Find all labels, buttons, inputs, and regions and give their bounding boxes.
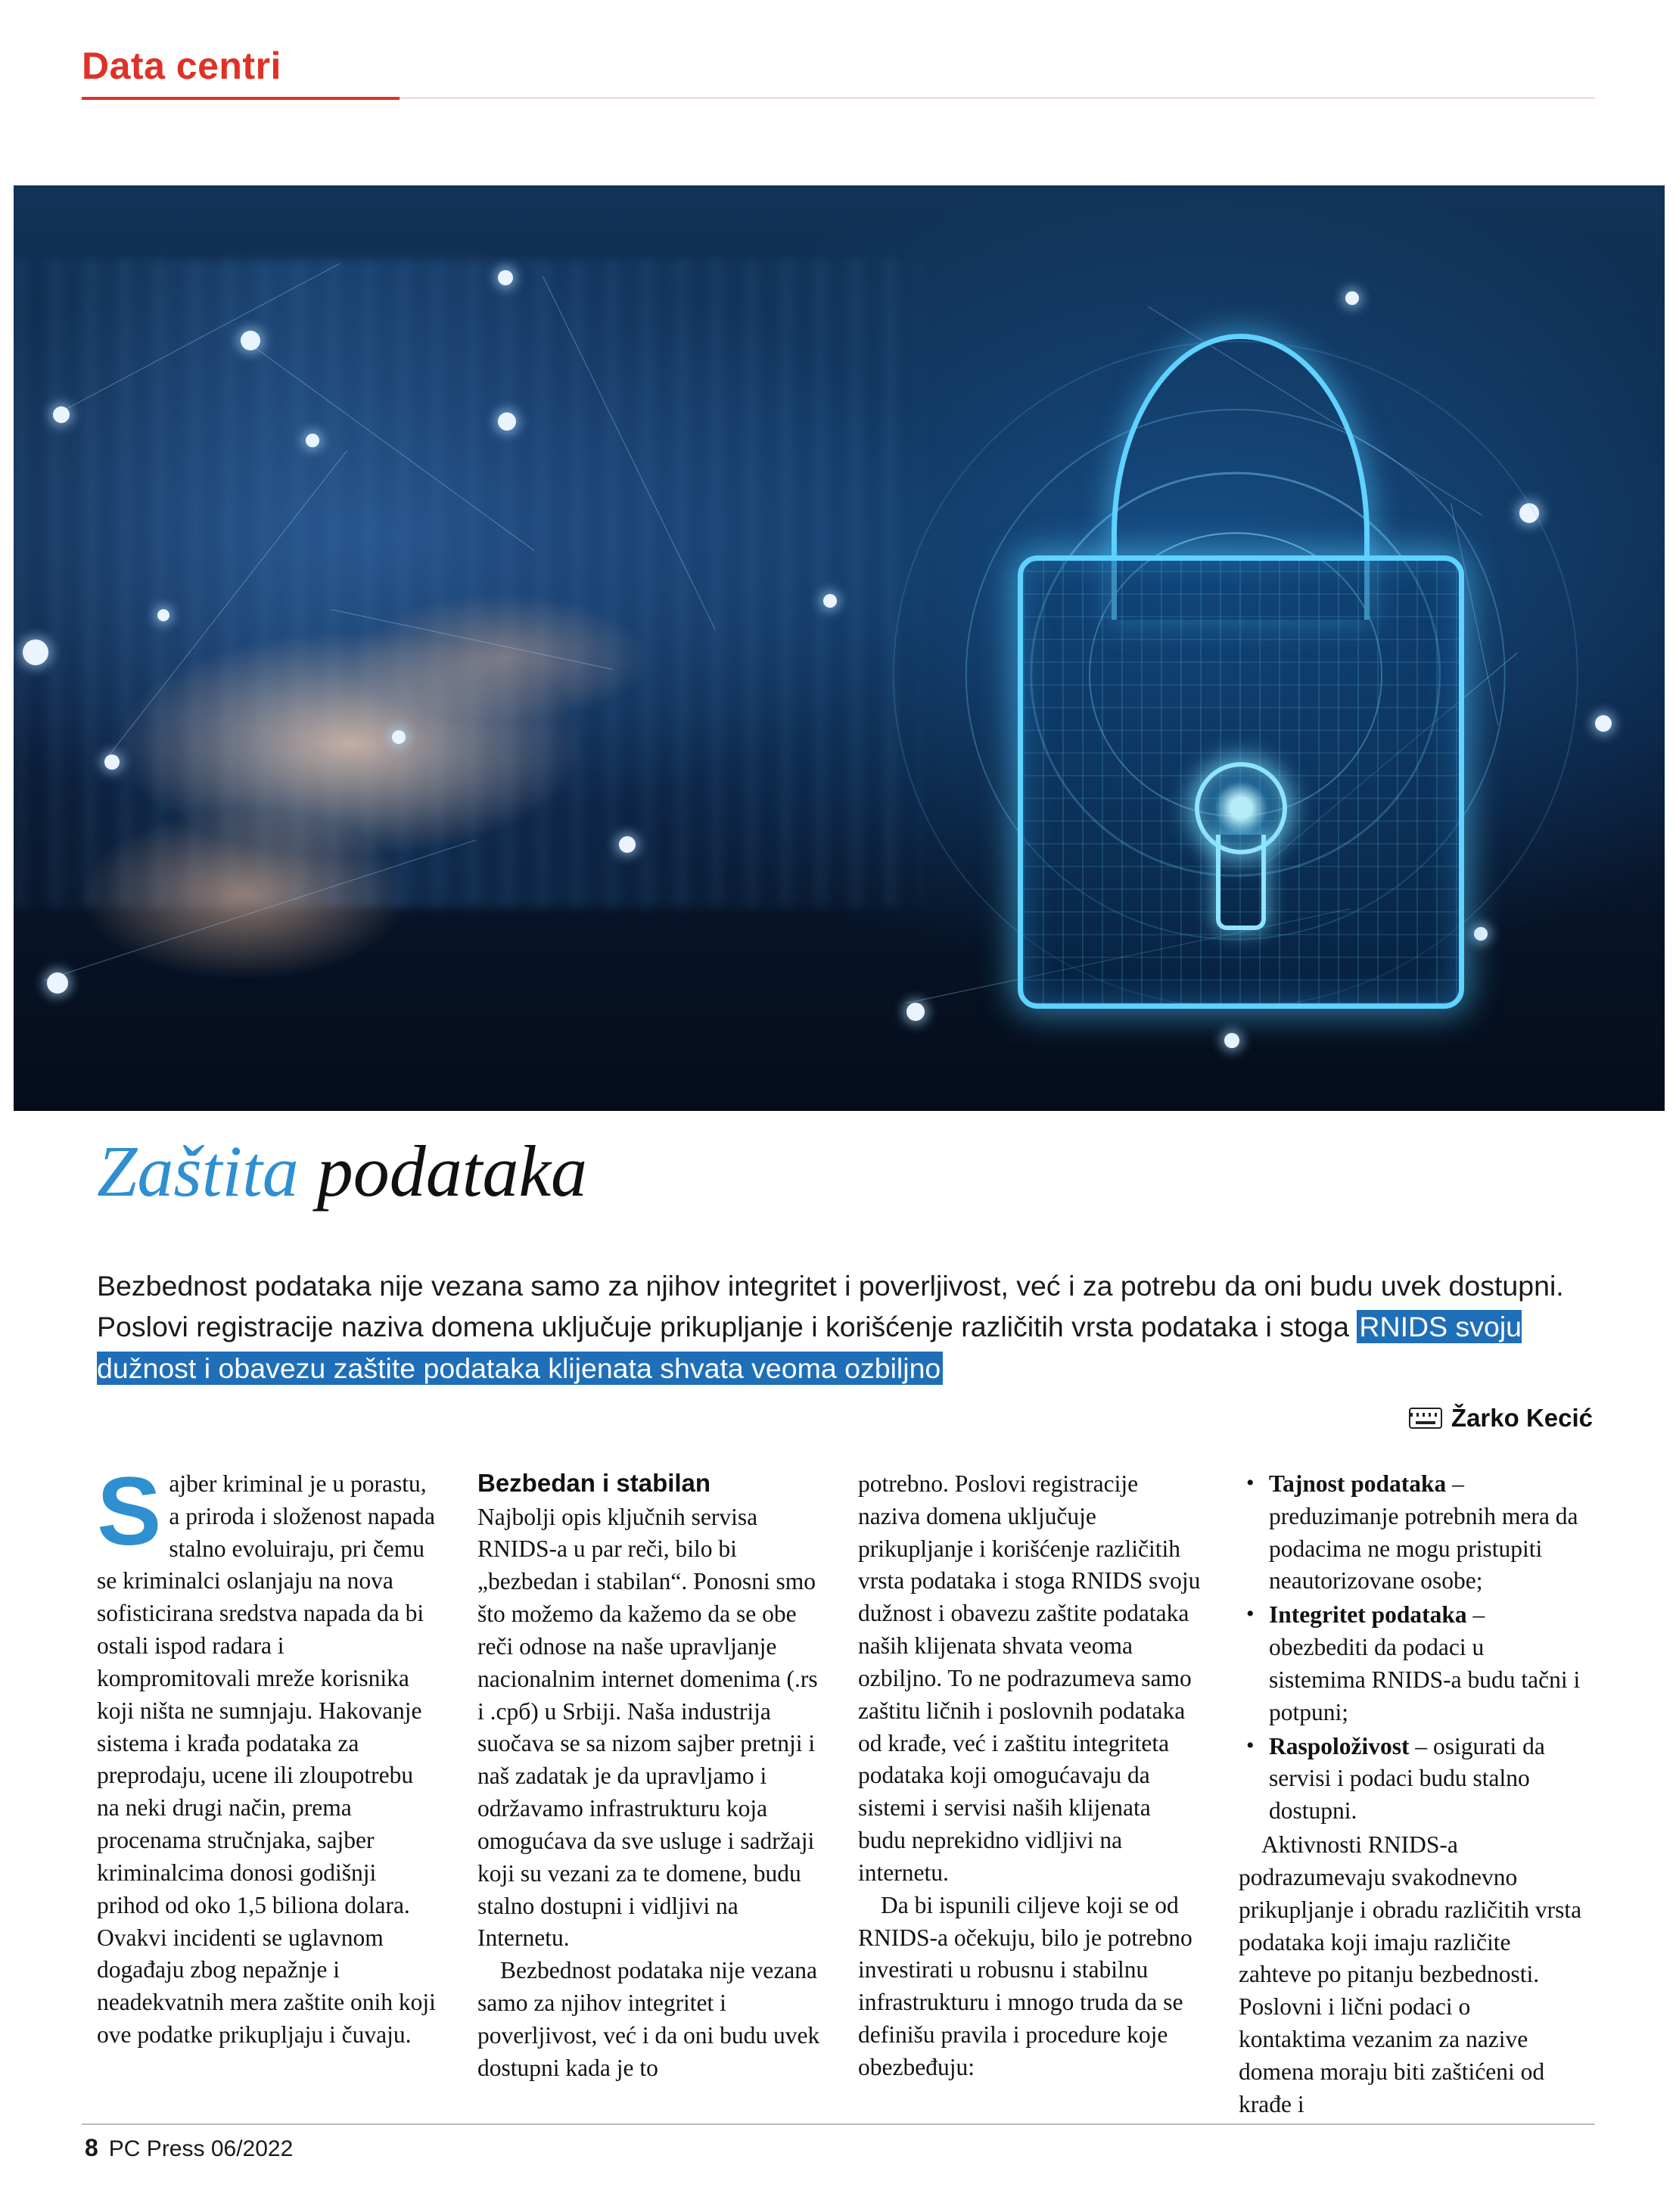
network-node [498,270,513,285]
footer-rule [82,2123,1595,2125]
article-body [97,1458,1584,2117]
standfirst-plain: Bezbednost podataka nije vezana samo za njihov integritet i poverljivost, već i za potrebu da oni budu uvek dostupni. Poslovi registracije naziva domena uključuje prikupljanje i korišćenje različitih vrsta podataka i stoga [97,1270,1564,1343]
network-node [47,972,68,994]
body-column-1 [97,1458,441,2074]
list-item-term: Raspoloživost [1269,1732,1410,1759]
body-column-2 [477,1468,822,2081]
list-item [1269,1599,1583,1728]
list-item [1269,1731,1583,1828]
page-title [97,1131,588,1212]
byline [1409,1404,1593,1433]
standfirst [97,1265,1580,1389]
list-item-term: Integritet podataka [1269,1601,1467,1629]
kicker-label: Data centri [82,45,281,87]
paragraph: Bezbednost podataka nije vezana samo za njihov integritet i poverljivost, već i da oni budu uvek dostupni kada je to [477,1957,820,2081]
paragraph: Da bi ispunili ciljeve koji se od RNIDS-a očekuju, bilo je potrebno investirati u robusnu i stabilnu infrastrukturu i mnogo truda da se definišu pravila i procedure koje obezbeđuju: [858,1891,1192,2080]
network-node [306,434,319,447]
list-item-term: Tajnost podataka [1269,1470,1447,1497]
keyboard-icon [1409,1408,1442,1429]
network-node [104,754,120,770]
section-kicker [82,47,1595,95]
drop-cap: S [97,1458,162,1566]
title-part-1: Zaštita [97,1131,299,1212]
list-item-text: – preduzimanje potrebnih mera da podacima ne mogu pristupiti neautorizovane osobe; [1269,1470,1578,1594]
standfirst-highlight: RNIDS svoju dužnost i obavezu zaštite podataka klijenata shvata veoma ozbiljno [97,1311,1522,1384]
bullet-list [1239,1468,1583,1828]
paragraph: potrebno. Poslovi registracije naziva domena uključuje prikupljanje i korišćenje različitih vrsta podataka i stoga RNIDS svoju dužnost i obavezu zaštite podataka naših klijenata shvata veoma ozbiljno. To ne podrazumeva samo zaštitu ličnih i poslovnih podataka od krađe, već i zaštitu integriteta podataka koji omogućavaju da sistemi i servisi naših klijenata budu neprekidno vidljivi na internetu. [858,1470,1201,1886]
body-column-3 [858,1468,1202,2080]
keyhole-stem [1216,835,1266,930]
network-node [157,609,169,621]
network-node [823,594,837,608]
subheading: Bezbedan i stabilan [477,1469,711,1497]
network-node [392,730,406,744]
paragraph: Aktivnosti RNIDS-a podrazumevaju svakodnevno prikupljanje i obradu različitih vrsta podataka koji imaju različite zahteve po pitanju bezbednosti. Poslovni i lični podaci o kontaktima vezanim za nazive domena moraju biti zaštićeni od krađe i [1239,1831,1582,2117]
network-node [53,406,70,423]
footer [85,2134,293,2162]
list-item-text: – osigurati da servisi i podaci budu stalno dostupni. [1269,1732,1545,1825]
header-rule-red [82,97,400,100]
list-item-text: – obezbediti da podaci u sistemima RNIDS-a budu tačni i potpuni; [1269,1601,1581,1725]
padlock-icon [872,232,1599,1083]
title-part-2: podataka [316,1131,588,1212]
hand-illustration [47,518,807,1055]
network-node [23,639,48,665]
hero-image [14,185,1665,1111]
paragraph [97,1458,441,2052]
body-column-4 [1239,1468,1583,2117]
byline-author: Žarko Kecić [1451,1404,1593,1432]
page-number: 8 [85,2134,98,2161]
network-node [498,412,516,431]
network-node [619,836,636,853]
paragraph-text: ajber kriminal je u porastu, a priroda i složenost napada stalno evoluiraju, pri čemu se kriminalci oslanjaju na nova sofisticirana sredstva napada da bi ostali ispod radara i kompromitovali mreže korisnika koji ništa ne sumnjaju. Hakovanje sistema i krađa podataka za preprodaju, ucene ili zloupotrebu na neki drugi način, prema procenama stručnjaka, sajber kriminalcima donosi godišnji prihod od oko 1,5 biliona dolara. Ovakvi incidenti se uglavnom događaju zbog nepažnje i neadekvatnih mera zaštite onih koji ove podatke prikupljaju i čuvaju. [97,1470,436,2049]
network-node [241,331,260,350]
padlock-body [1018,555,1464,1009]
list-item [1269,1468,1583,1598]
paragraph: Najbolji opis ključnih servisa RNIDS-a u par reči, bilo bi „bezbedan i stabilan“. Ponosni smo što možemo da kažemo da se obe reči odnose na naše upravljanje nacionalnim internet domenima (.rs i .срб) u Srbiji. Naša industrija suočava se sa nizom sajber pretnji i naš zadatak je da upravljamo i održavamo infrastrukturu koja omogućava da sve usluge i sadržaji koji su vezani za te domene, budu stalno dostupni i vidljivi na Internetu. [477,1503,818,1952]
publication-info: PC Press 06/2022 [108,2136,294,2161]
